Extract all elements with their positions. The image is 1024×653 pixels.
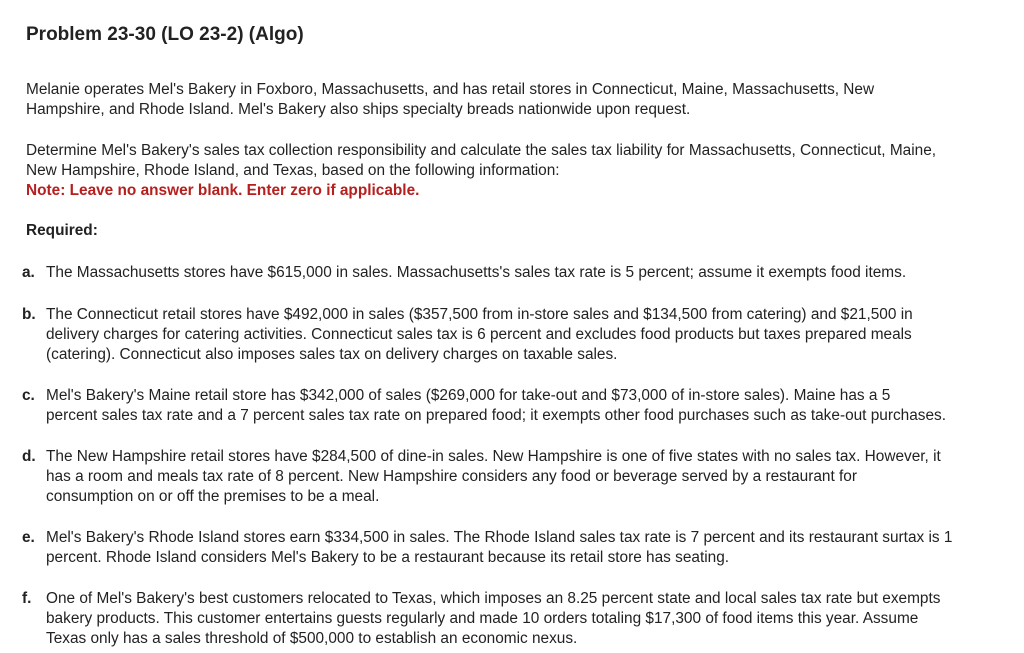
item-letter: e. bbox=[22, 529, 35, 546]
intro-line: Hampshire, and Rhode Island. Mel's Bakery also ships specialty breads nationwide upon request. bbox=[26, 101, 691, 118]
item-line: percent. Rhode Island considers Mel's Bakery to be a restaurant because its retail store has seating. bbox=[46, 549, 730, 566]
item-line: Mel's Bakery's Maine retail store has $342,000 of sales ($269,000 for take-out and $73,000 of in-store sales). Maine has a 5 bbox=[46, 387, 891, 404]
item-line: Mel's Bakery's Rhode Island stores earn $334,500 in sales. The Rhode Island sales tax rate is 7 percent and its restaurant surtax is 1 bbox=[46, 529, 953, 546]
item-letter: b. bbox=[22, 306, 36, 323]
item-letter: d. bbox=[22, 448, 36, 465]
item-letter: f. bbox=[22, 590, 32, 607]
item-line: has a room and meals tax rate of 8 percent. New Hampshire considers any food or beverage served by a restaurant for bbox=[46, 468, 857, 485]
item-line: One of Mel's Bakery's best customers relocated to Texas, which imposes an 8.25 percent state and local sales tax rate but exempts bbox=[46, 590, 941, 607]
required-heading: Required: bbox=[26, 222, 98, 239]
item-line: percent sales tax rate and a 7 percent sales tax rate on prepared food; it exempts other food purchases such as take-out purchases. bbox=[46, 407, 947, 424]
determine-line: Determine Mel's Bakery's sales tax collection responsibility and calculate the sales tax liability for Massachusetts, Connecticut, Maine, bbox=[26, 142, 937, 159]
item-text bbox=[46, 447, 941, 507]
intro-paragraph bbox=[26, 80, 874, 120]
item-text bbox=[46, 263, 906, 283]
item-text bbox=[46, 589, 940, 649]
intro-line: Melanie operates Mel's Bakery in Foxboro, Massachusetts, and has retail stores in Connecticut, Maine, Massachusetts, New bbox=[26, 81, 875, 98]
item-line: Texas only has a sales threshold of $500,000 to establish an economic nexus. bbox=[46, 630, 578, 647]
item-text bbox=[46, 528, 952, 568]
item-text bbox=[46, 386, 946, 426]
item-line: bakery products. This customer entertains guests regularly and made 10 orders totaling $17,300 of food items this year. Assume bbox=[46, 610, 919, 627]
item-line: The New Hampshire retail stores have $284,500 of dine-in sales. New Hampshire is one of five states with no sales tax. However, it bbox=[46, 448, 941, 465]
note-text: Note: Leave no answer blank. Enter zero if applicable. bbox=[26, 182, 420, 199]
item-line: consumption on or off the premises to be a meal. bbox=[46, 488, 380, 505]
item-line: delivery charges for catering activities. Connecticut sales tax is 6 percent and excludes food products but taxes prepared meals bbox=[46, 326, 912, 343]
item-letter: c. bbox=[22, 387, 35, 404]
item-line: The Massachusetts stores have $615,000 in sales. Massachusetts's sales tax rate is 5 percent; assume it exempts food items. bbox=[46, 264, 907, 281]
item-line: The Connecticut retail stores have $492,000 in sales ($357,500 from in-store sales and $134,500 from catering) and $21,500 in bbox=[46, 306, 913, 323]
determine-paragraph bbox=[26, 141, 936, 201]
item-letter: a. bbox=[22, 264, 35, 281]
determine-line: New Hampshire, Rhode Island, and Texas, based on the following information: bbox=[26, 162, 560, 179]
problem-title: Problem 23-30 (LO 23-2) (Algo) bbox=[26, 24, 304, 45]
item-line: (catering). Connecticut also imposes sales tax on delivery charges on taxable sales. bbox=[46, 346, 618, 363]
item-text bbox=[46, 305, 913, 365]
